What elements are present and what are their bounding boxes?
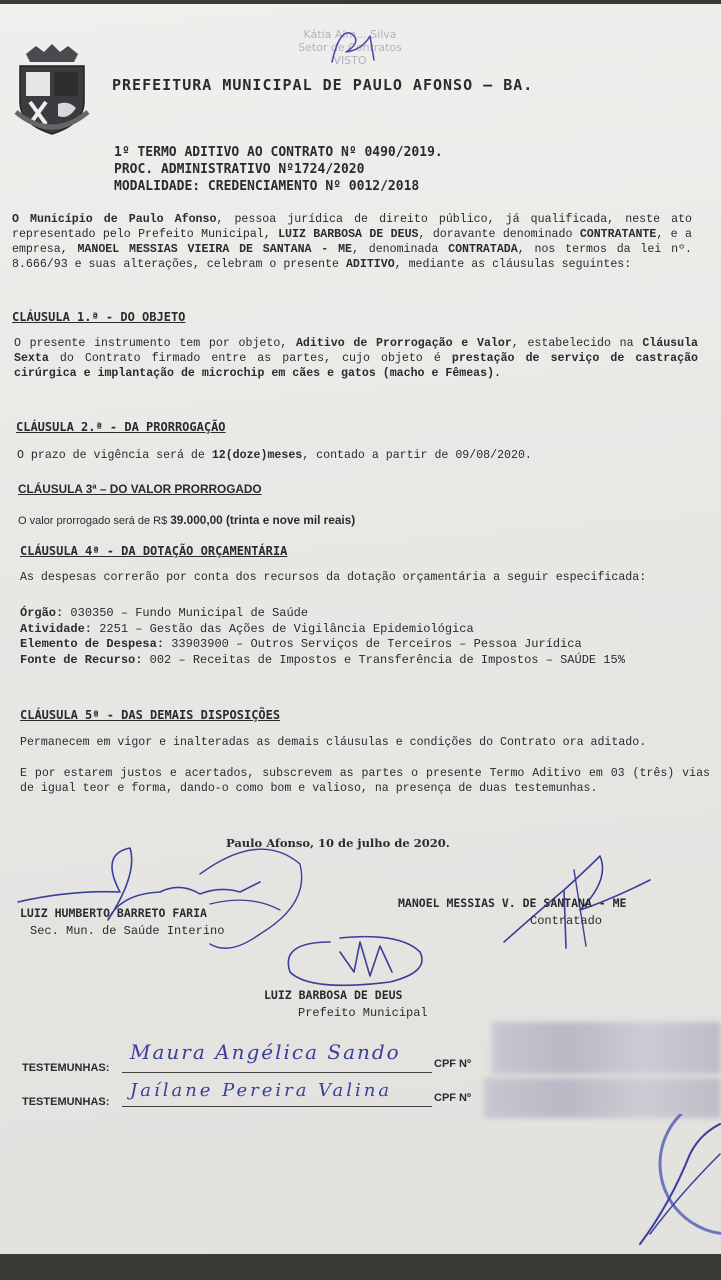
clause-1-heading: CLÁUSULA 1.ª - DO OBJETO xyxy=(12,310,186,324)
intro-paragraph xyxy=(12,212,692,272)
cpf-label: CPF Nº xyxy=(434,1058,472,1070)
clause-text: do Contrato firmado entre as partes, cujo objeto é xyxy=(48,352,452,365)
page-title: PREFEITURA MUNICIPAL DE PAULO AFONSO – BA. xyxy=(112,76,534,94)
document-page xyxy=(0,4,721,1254)
process-number: PROC. ADMINISTRATIVO Nº1724/2020 xyxy=(114,162,365,177)
intro-text: , nos termos da lei nº. 8.666/93 e suas alterações, celebram o presente xyxy=(12,243,692,271)
contract-number: 1º TERMO ADITIVO AO CONTRATO Nº 0490/2019. xyxy=(114,145,443,160)
closing-paragraph: E por estarem justos e acertados, subscrevem as partes o presente Termo Aditivo em 03 (três) vias de igual teor e forma, dando-o como bom e valioso, na presença de duas testemunhas. xyxy=(20,767,710,795)
signer-right-name: MANOEL MESSIAS V. DE SANTANA - ME xyxy=(398,896,627,910)
intro-text: , mediante as cláusulas seguintes: xyxy=(394,258,632,271)
intro-text: , pessoa jurídica de direito público, já qualificada, neste ato representado pelo Prefeito Municipal, xyxy=(12,213,692,241)
witness-label: TESTEMUNHAS: xyxy=(22,1062,110,1074)
budget-value: 002 – Receitas de Impostos e Transferência de Impostos – SAÚDE 15% xyxy=(142,652,625,667)
clause-text: 12(doze)meses xyxy=(211,449,303,462)
clause-5-body: Permanecem em vigor e inalteradas as demais cláusulas e condições do Contrato ora aditado. xyxy=(20,736,647,749)
witness-label: TESTEMUNHAS: xyxy=(22,1096,110,1108)
signer-right-role: Contratado xyxy=(530,914,603,928)
clause-text: O valor prorrogado será de R$ xyxy=(18,515,171,527)
redacted-cpf xyxy=(484,1078,721,1118)
clause-3-heading: CLÁUSULA 3ª – DO VALOR PRORROGADO xyxy=(18,482,262,496)
stamp-line: Setor de Contratos xyxy=(298,41,402,54)
budget-value: 33903900 – Outros Serviços de Terceiros – Pessoa Jurídica xyxy=(164,637,582,651)
budget-line xyxy=(20,637,710,653)
witness-signature: Jaílane Pereira Valina xyxy=(130,1080,393,1101)
signer-center-role: Prefeito Municipal xyxy=(298,1006,428,1020)
intro-text: LUIZ BARBOSA DE DEUS xyxy=(278,228,419,241)
clause-1-body xyxy=(14,336,698,381)
witness-line xyxy=(122,1106,432,1107)
clause-text: prestação de serviço de castração cirúrgica e implantação de microchip em cães e gatos (macho e Fêmeas). xyxy=(14,352,699,380)
clause-3-body xyxy=(18,513,355,527)
witness-signature: Maura Angélica Sando xyxy=(130,1040,401,1064)
place-date: Paulo Afonso, 10 de julho de 2020. xyxy=(226,836,450,850)
clause-text: , contado a partir de 09/08/2020. xyxy=(302,449,532,462)
clause-4-body: As despesas correrão por conta dos recursos da dotação orçamentária a seguir especificada: xyxy=(20,571,647,584)
budget-line xyxy=(20,606,710,622)
budget-allocation xyxy=(20,606,710,668)
municipal-coat-of-arms xyxy=(12,42,92,138)
intro-text: O Município de Paulo Afonso xyxy=(12,213,217,226)
budget-value: 030350 – Fundo Municipal de Saúde xyxy=(63,606,309,620)
cpf-label: CPF Nº xyxy=(434,1092,472,1104)
budget-label: Elemento de Despesa: xyxy=(20,637,165,651)
budget-line xyxy=(20,653,710,669)
contract-title-block xyxy=(114,144,443,195)
clause-2-body xyxy=(17,448,697,463)
clause-text: , estabelecido na xyxy=(511,337,643,350)
budget-label: Órgão: xyxy=(20,606,64,620)
budget-label: Atividade: xyxy=(20,621,93,636)
intro-text: , denominada xyxy=(351,243,449,256)
clause-text: Cláusula Sexta xyxy=(14,337,698,365)
stamp-line: Kátia Alm... Silva xyxy=(303,28,397,41)
intro-text: CONTRATANTE xyxy=(579,228,657,241)
clause-text: Aditivo de Prorrogação e Valor xyxy=(295,337,512,350)
budget-value: 2251 – Gestão das Ações de Vigilância Epidemiológica xyxy=(92,621,474,636)
blue-seal-stamp xyxy=(620,1114,721,1254)
intro-text: CONTRATADA xyxy=(448,243,518,256)
witness-line xyxy=(122,1072,432,1073)
clause-4-heading: CLÁUSULA 4ª - DA DOTAÇÃO ORÇAMENTÁRIA xyxy=(20,544,288,558)
intro-text: ADITIVO xyxy=(345,258,395,271)
signer-left-name: LUIZ HUMBERTO BARRETO FARIA xyxy=(20,906,207,920)
clause-text: O prazo de vigência será de xyxy=(17,449,212,462)
intro-text: , e a empresa, xyxy=(12,228,692,256)
signer-left-role: Sec. Mun. de Saúde Interino xyxy=(30,924,225,938)
clause-2-heading: CLÁUSULA 2.ª - DA PRORROGAÇÃO xyxy=(16,420,226,434)
redacted-cpf xyxy=(492,1022,721,1074)
modality: MODALIDADE: CREDENCIAMENTO Nº 0012/2018 xyxy=(114,179,420,194)
stamp-initials xyxy=(322,22,382,72)
clause-5-heading: CLÁUSULA 5ª - DAS DEMAIS DISPOSIÇÕES xyxy=(20,708,281,722)
intro-text: , doravante denominado xyxy=(418,228,580,241)
budget-label: Fonte de Recurso: xyxy=(20,652,143,667)
intro-text: MANOEL MESSIAS VIEIRA DE SANTANA - ME xyxy=(77,243,352,256)
signer-center-name: LUIZ BARBOSA DE DEUS xyxy=(264,988,403,1002)
budget-line xyxy=(20,622,710,638)
clause-text: O presente instrumento tem por objeto, xyxy=(14,337,296,350)
stamp-line: VISTO xyxy=(333,54,367,67)
clause-text: 39.000,00 (trinta e nove mil reais) xyxy=(170,513,356,527)
